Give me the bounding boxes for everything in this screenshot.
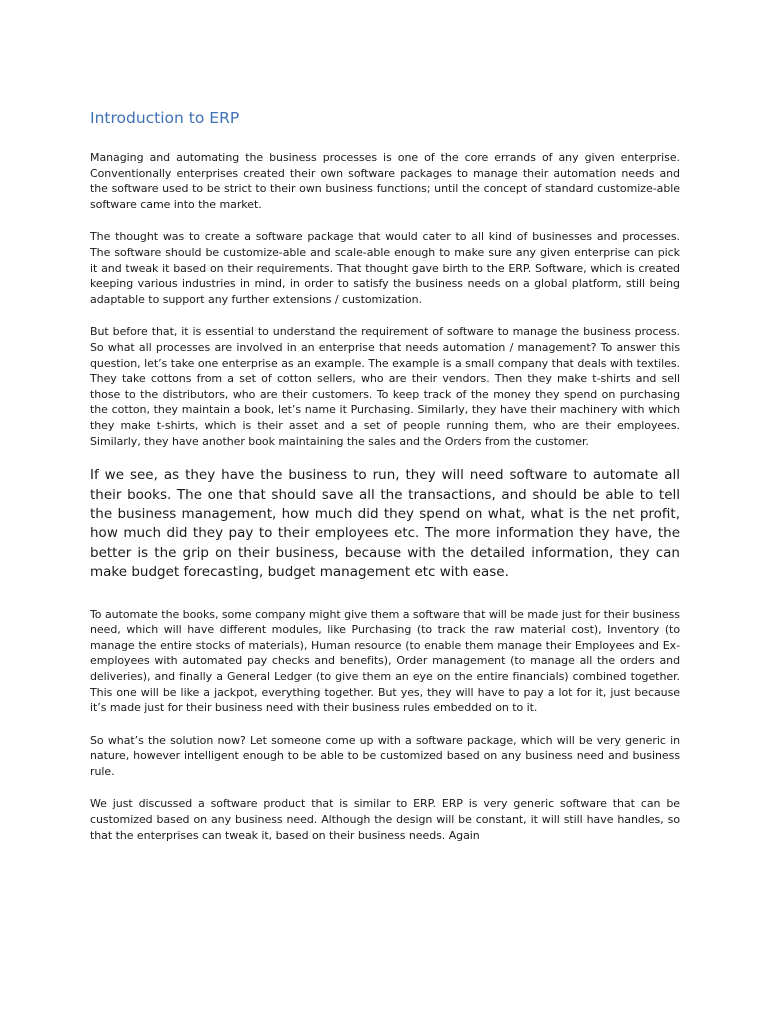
paragraph-modules: To automate the books, some company might give them a software that will be made just for their business need, which will have different modules, like Purchasing (to track the raw material cost), Inventory (to manage the entire stocks of materials), Human resource (to enable them manage their Employees and Ex-employees with automated pay checks and benefits), Order management (to manage all the orders and deliveries), and finally a General Ledger (to give them an eye on the entire financials) combined together. This one will be like a jackpot, everything together. But yes, they will have to pay a lot for it, just because it’s made just for their business need with their business rules embedded on to it.: [90, 607, 680, 715]
paragraph-solution: So what’s the solution now? Let someone come up with a software package, which will be very generic in nature, however intelligent enough to be able to be customized based on any business need and business rule.: [90, 733, 680, 778]
paragraph-erp-generic: We just discussed a software product that is similar to ERP. ERP is very generic software that can be customized based on any business need. Although the design will be constant, it will still have handles, so that the enterprises can tweak it, based on their business needs. Again: [90, 797, 680, 842]
paragraph-example: But before that, it is essential to understand the requirement of software to manage the business process. So what all processes are involved in an enterprise that needs automation / management? To answer this question, let’s take one enterprise as an example. The example is a small company that deals with textiles. They take cottons from a set of cotton sellers, who are their vendors. Then they make t-shirts and sell those to the distributors, who are their customers. To keep track of the money they spend on purchasing the cotton, they maintain a book, let’s name it Purchasing. Similarly, they have their machinery with which they make t-shirts, which is their asset and a set of people running them, who are their employees. Similarly, they have another book maintaining the sales and the Orders from the customer.: [90, 325, 680, 448]
paragraph-intro: Managing and automating the business processes is one of the core errands of any given enterprise. Conventionally enterprises created their own software packages to manage their automation needs and the software used to be strict to their own business functions; until the concept of standard customize-able software came into the market.: [90, 151, 680, 211]
paragraph-automation-need: If we see, as they have the business to run, they will need software to automate all their books. The one that should save all the transactions, and should be able to tell the business management, how much did they spend on what, what is the net profit, how much did they pay to their employees etc. The more information they have, the better is the grip on their business, because with the detailed information, they can make budget forecasting, budget management etc with ease.: [90, 467, 680, 581]
document-page: [90, 108, 680, 860]
document-title: Introduction to ERP: [90, 109, 240, 127]
paragraph-thought: The thought was to create a software package that would cater to all kind of businesses and processes. The software should be customize-able and scale-able enough to make sure any given enterprise can pick it and tweak it based on their requirements. That thought gave birth to the ERP. Software, which is created keeping various industries in mind, in order to satisfy the business needs on a global platform, still being adaptable to support any further extensions / customization.: [90, 230, 680, 306]
